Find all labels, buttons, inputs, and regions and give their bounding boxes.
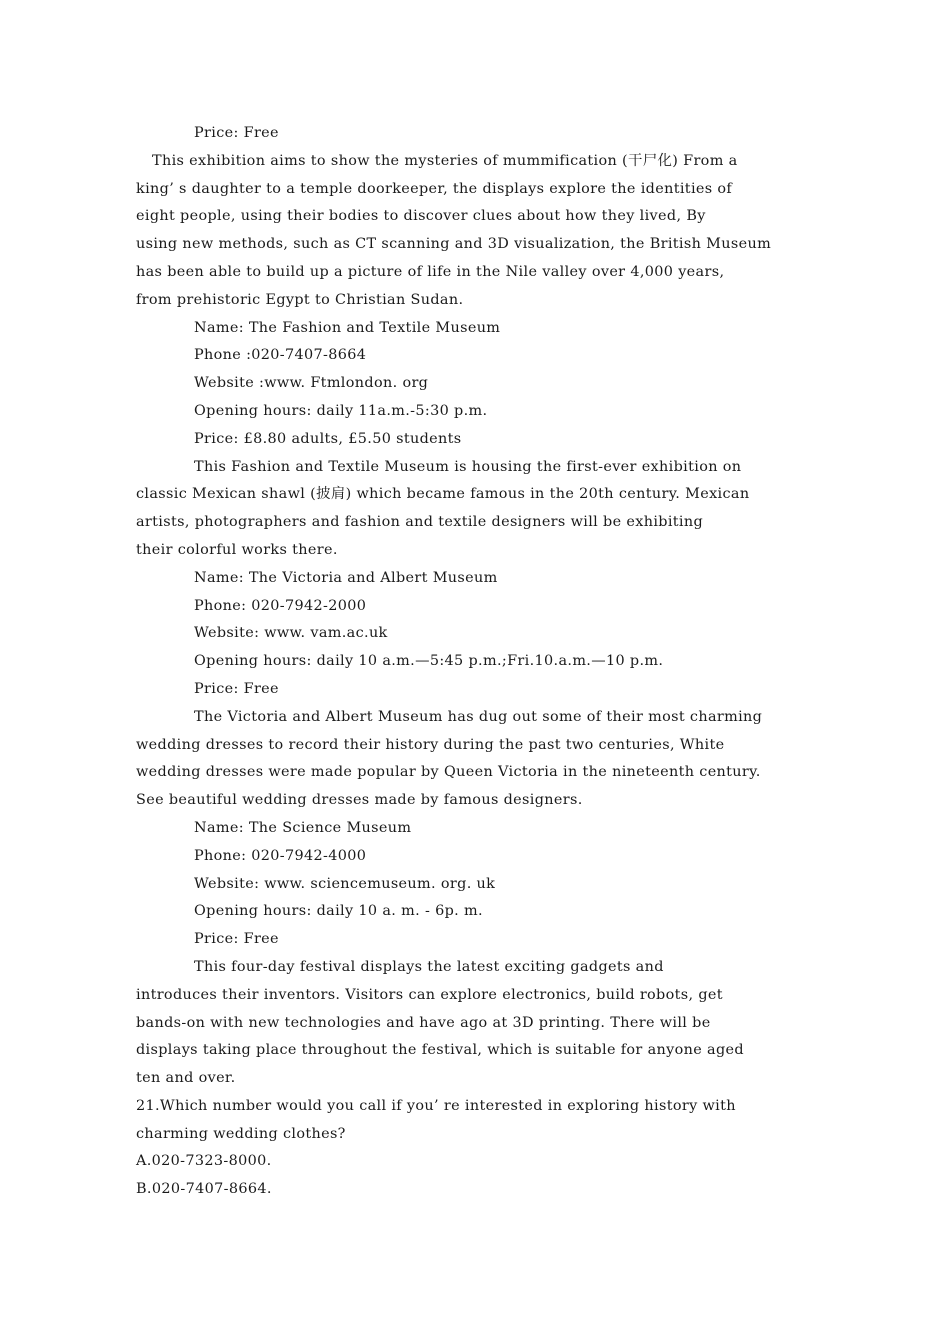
museum-price: Price: £8.80 adults, £5.50 students [194, 430, 462, 447]
paragraph-line: bands-on with new technologies and have ago at 3D printing. There will be [136, 1014, 711, 1031]
museum-phone: Phone :020-7407-8664 [194, 347, 367, 364]
museum-price: Price: Free [194, 931, 279, 948]
paragraph-line: This exhibition aims to show the mysteries of mummification (干尸化) From a [152, 152, 738, 169]
va-museum-paragraph [136, 704, 816, 815]
science-museum-paragraph [136, 954, 816, 1093]
museum-hours: Opening hours: daily 10 a.m.—5:45 p.m.;Fri.10.a.m.—10 p.m. [194, 653, 664, 670]
museum-hours: Opening hours: daily 10 a. m. - 6p. m. [194, 903, 483, 920]
paragraph-line: This four-day festival displays the latest exciting gadgets and [194, 958, 664, 975]
paragraph-line: This Fashion and Textile Museum is housing the first-ever exhibition on [194, 458, 742, 475]
fashion-museum-paragraph [136, 454, 816, 565]
museum-name: Name: The Science Museum [194, 819, 412, 836]
va-museum-info [136, 565, 816, 704]
paragraph-line: ten and over. [136, 1070, 236, 1087]
paragraph-line: wedding dresses to record their history during the past two centuries, White [136, 736, 725, 753]
museum-website: Website :www. Ftmlondon. org [194, 375, 429, 392]
museum-price: Price: Free [194, 680, 279, 697]
answer-option-a: A.020-7323-8000. [136, 1153, 272, 1170]
museum-hours: Opening hours: daily 11a.m.-5:30 p.m. [194, 402, 488, 419]
museum-phone: Phone: 020-7942-4000 [194, 847, 367, 864]
paragraph-line: See beautiful wedding dresses made by famous designers. [136, 792, 583, 809]
paragraph-line: classic Mexican shawl (披肩) which became famous in the 20th century. Mexican [136, 486, 750, 503]
question-text: charming wedding clothes? [136, 1125, 346, 1142]
museum-website: Website: www. sciencemuseum. org. uk [194, 875, 496, 892]
paragraph-line: The Victoria and Albert Museum has dug out some of their most charming [194, 708, 763, 725]
museum-phone: Phone: 020-7942-2000 [194, 597, 367, 614]
paragraph-line: using new methods, such as CT scanning and 3D visualization, the British Museum [136, 236, 772, 253]
museum-website: Website: www. vam.ac.uk [194, 625, 388, 642]
paragraph-line: eight people, using their bodies to discover clues about how they lived, By [136, 208, 706, 225]
paragraph-line: wedding dresses were made popular by Queen Victoria in the nineteenth century. [136, 764, 761, 781]
question-21 [136, 1093, 816, 1204]
paragraph-line: introduces their inventors. Visitors can explore electronics, build robots, get [136, 986, 723, 1003]
paragraph-line: has been able to build up a picture of life in the Nile valley over 4,000 years, [136, 263, 725, 280]
paragraph-line: from prehistoric Egypt to Christian Sudan. [136, 291, 464, 308]
mummification-paragraph [136, 148, 816, 315]
paragraph-line: their colorful works there. [136, 541, 338, 558]
document-page [136, 120, 816, 1204]
science-museum-info [136, 815, 816, 954]
paragraph-line: king’ s daughter to a temple doorkeeper, the displays explore the identities of [136, 180, 733, 197]
museum-name: Name: The Fashion and Textile Museum [194, 319, 501, 336]
answer-option-b: B.020-7407-8664. [136, 1181, 272, 1198]
museum-name: Name: The Victoria and Albert Museum [194, 569, 498, 586]
paragraph-line: displays taking place throughout the festival, which is suitable for anyone aged [136, 1042, 744, 1059]
british-museum-price: Price: Free [194, 125, 279, 141]
fashion-museum-info [136, 315, 816, 454]
question-text: 21.Which number would you call if you’ re interested in exploring history with [136, 1097, 736, 1114]
paragraph-line: artists, photographers and fashion and textile designers will be exhibiting [136, 514, 704, 531]
